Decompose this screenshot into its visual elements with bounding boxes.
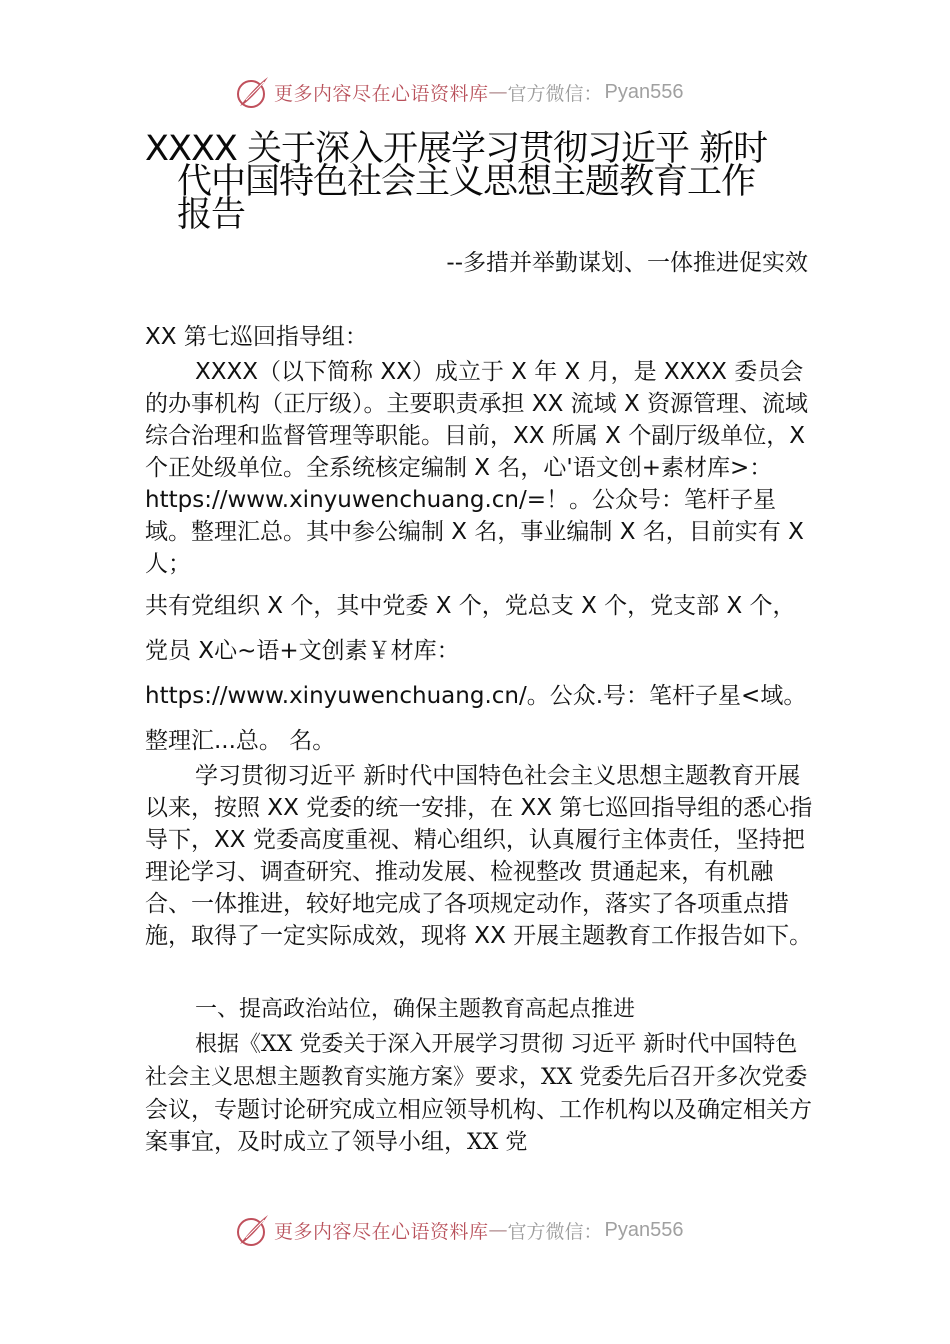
title-line-3: 报告 bbox=[177, 195, 246, 235]
banner-wechat-label: 官方微信： bbox=[507, 82, 603, 105]
feather-logo-icon bbox=[234, 74, 270, 110]
watermark-banner-top bbox=[234, 72, 684, 112]
banner-text: 更多内容尽在心语资料库 bbox=[274, 82, 489, 105]
banner-wechat-id: Pyan556 bbox=[604, 80, 684, 103]
banner-dash: — bbox=[488, 81, 508, 103]
paragraph-4-rest: 先后召开多次党委会议，专题讨论研究成立相应领导机构、工作机构以及确定相关方案事宜，及时成立了领导小组， bbox=[145, 1064, 812, 1155]
title-line-2: 代中国特色社会主义思想主题教育工作 bbox=[177, 162, 756, 202]
banner-wechat-id: Pyan556 bbox=[604, 1218, 684, 1241]
paragraph-4 bbox=[145, 1028, 817, 1159]
paragraph-4-tail: XX 党 bbox=[467, 1130, 528, 1155]
paragraph-2: 共有党组织 X 个，其中党委 X 个，党总支 X 个，党支部 X 个，党员 X心~语+文创素￥材库：https://www.xinyuwenchuang.cn/。公众.号：笔杆子星<域。整理汇...总。 名。 bbox=[145, 593, 807, 754]
paragraph-1: XXXX（以下简称 XX）成立于 X 年 X 月，是 XXXX 委员会的办事机构（正厅级）。主要职责承担 XX 流域 X 资源管理、流域综合治理和监督管理等职能。目前，XX 所属 X 个副厅级单位，X 个正处级单位。全系统核定编制 X 名，心'语文创+素材库>：https://www.xinyuwenchuang.cn/=！。公众号：笔杆子星域。整理汇总。其中参公编制 X 名，事业编制 X 名，目前实有 X 人； bbox=[145, 359, 809, 577]
title-line-1: XXXX 关于深入开展学习贯彻习近平 新时 bbox=[145, 129, 768, 169]
document-subtitle: --多措并举勤谋划、一体推进促实效 bbox=[446, 250, 808, 276]
paragraph-3: 学习贯彻习近平 新时代中国特色社会主义思想主题教育开展以来，按照 XX 党委的统一安排，在 XX 第七巡回指导组的悉心指导下，XX 党委高度重视、精心组织，认真履行主体责任，坚持把理论学习、调查研究、推动发展、检视整改 贯通起来，有机融合、一体推进，较好地完成了各项规定动作，落实了各项重点措施，取得了一定实际成效，现将 XX 开展主题教育工作报告如下。 bbox=[145, 763, 813, 949]
salutation: XX 第七巡回指导组： bbox=[145, 324, 368, 350]
document-title bbox=[145, 129, 805, 235]
watermark-banner-bottom bbox=[234, 1210, 684, 1250]
banner-wechat-label: 官方微信： bbox=[507, 1220, 603, 1243]
banner-text: 更多内容尽在心语资料库 bbox=[274, 1220, 489, 1243]
feather-logo-icon bbox=[234, 1212, 270, 1248]
section-heading-1: 一、提高政治站位，确保主题教育高起点推进 bbox=[195, 997, 636, 1022]
banner-dash: — bbox=[488, 1219, 508, 1241]
paragraph-4-serif: 根据《XX 党委关于深入开展学习贯彻 习近平 新时代中国特色社会主义思想主题教育实施方案》要求，XX 党委 bbox=[145, 1032, 798, 1090]
